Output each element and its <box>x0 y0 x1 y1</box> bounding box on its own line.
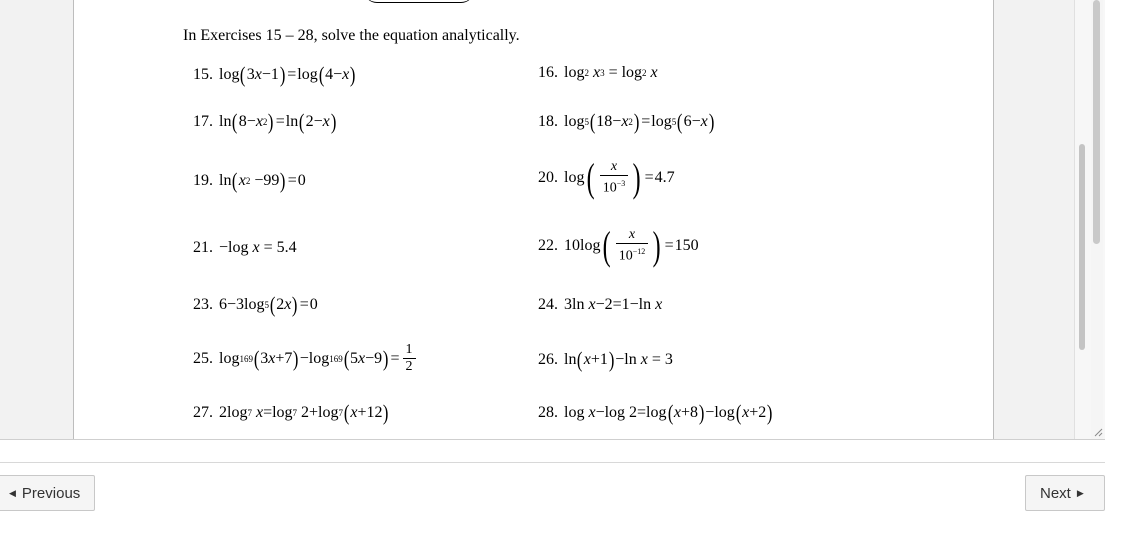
exercise-number: 25. <box>193 349 213 367</box>
exercise-number: 26. <box>538 351 558 368</box>
outer-scrollbar-thumb[interactable] <box>1093 0 1100 244</box>
equation: 3ln x −2=1−ln x <box>564 296 663 313</box>
exercise-20 <box>538 155 675 200</box>
triangle-right-icon: ▶ <box>1076 487 1084 498</box>
equation: ln ( x 2 −99 ) = 0 <box>219 168 306 193</box>
exercise-number: 18. <box>538 113 558 130</box>
exercise-28 <box>538 402 774 424</box>
nav-divider <box>0 462 1105 463</box>
clipped-equation-fragment <box>364 0 474 3</box>
exercise-number: 20. <box>538 169 558 186</box>
equation: 6−3log 5 ( 2 x ) = 0 <box>219 292 318 317</box>
exercise-15 <box>193 64 357 86</box>
previous-button-label: Previous <box>21 484 81 502</box>
triangle-left-icon: ◀ <box>9 487 16 498</box>
equation: ln ( 8− x 2 ) = ln ( 2− x ) <box>219 109 337 134</box>
exercise-19 <box>193 170 306 192</box>
exercise-27 <box>193 402 390 424</box>
exercise-22 <box>538 223 699 268</box>
equation: 2log 7 x =log 7 2+log 7 ( x +12 ) <box>219 400 389 425</box>
exercise-16 <box>538 64 658 82</box>
equation: ln ( x +1 ) −ln x = 3 <box>564 347 673 372</box>
equation: log x −log 2=log ( x +8 ) −log ( x +2 ) <box>564 400 773 425</box>
equation: log 5 ( 18− x 2 ) = log 5 ( 6− x ) <box>564 109 715 134</box>
exercise-17 <box>193 111 337 133</box>
outer-scrollbar[interactable] <box>1091 0 1103 439</box>
resize-handle-icon[interactable] <box>1093 427 1103 437</box>
exercise-number: 28. <box>538 404 558 421</box>
next-button[interactable] <box>1025 475 1105 511</box>
previous-button[interactable] <box>0 475 95 511</box>
inner-scrollbar-thumb[interactable] <box>1079 144 1085 350</box>
equation: 10log ( $\frac{x}{10^{-12}}$ ) = 150 <box>564 223 699 268</box>
equation: log 169 ( 3 x +7 ) −log 169 ( 5 x −9 ) = $\frac{1}{2}$ <box>219 342 418 375</box>
exercise-number: 16. <box>538 64 558 81</box>
equation: log ( 3 x −1 ) = log ( 4− x ) <box>219 62 356 87</box>
exercise-number: 23. <box>193 296 213 313</box>
exercise-21 <box>193 239 297 257</box>
exercise-23 <box>193 294 318 316</box>
exercise-number: 22. <box>538 237 558 254</box>
exercise-number: 24. <box>538 296 558 313</box>
exercise-25 <box>193 342 418 375</box>
equation: log ( $\frac{x}{10^{-3}}$ ) = 4.7 <box>564 155 675 200</box>
exercise-number: 27. <box>193 404 213 421</box>
exercise-number: 19. <box>193 172 213 189</box>
document-page <box>73 0 994 440</box>
equation: −log x = 5.4 <box>219 239 297 256</box>
next-button-label: Next <box>1040 484 1071 502</box>
exercise-18 <box>538 111 715 133</box>
exercise-number: 21. <box>193 239 213 256</box>
exercise-number: 15. <box>193 66 213 83</box>
exercise-number: 17. <box>193 113 213 130</box>
equation: log 2 x 3 = log 2 x <box>564 64 658 81</box>
instructions-text: In Exercises 15 – 28, solve the equation analytically. <box>183 27 520 44</box>
exercise-24 <box>538 296 662 314</box>
exercise-26 <box>538 349 673 371</box>
